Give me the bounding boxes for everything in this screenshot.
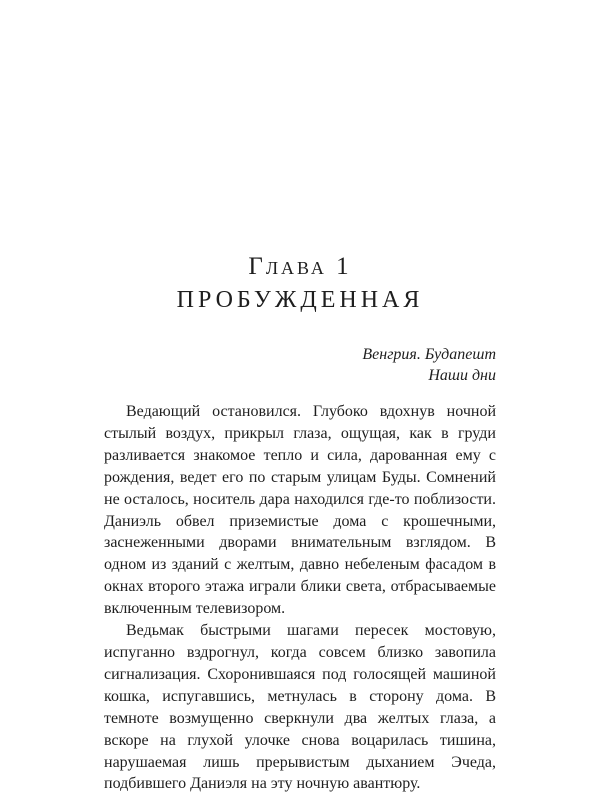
paragraph-1: Ведающий остановился. Глубоко вдохнув ночной стылый воздух, прикрыл глаза, ощущая, как в груди разливается знакомое тепло и сила, дарованная ему с рождения, ведет его по старым улицам Буды. Сомнений не осталось, носитель дара находился где-то поблизости. Даниэль обвел приземистые дома с крошечными, заснеженными дворами внимательным взглядом. В одном из зданий с желтым, давно небеленым фасадом в окнах второго этажа играли блики света, отбрасываемые включенным телевизором. [104,403,496,618]
paragraph-2: Ведьмак быстрыми шагами пересек мостовую, испуганно вздрогнул, когда совсем близко завопила сигнализация. Схоронившаяся под голосящей машиной кошка, испугавшись, метнулась в сторону дома. В темноте возмущенно сверкнули два желтых глаза, а вскоре на глухой улочке снова воцарилась тишина, нарушаемая лишь прерывистым дыханием Эчеда, подбившего Даниэля на эту ночную авантюру. [104,622,496,793]
chapter-title: ПРОБУЖДЕННАЯ [176,287,424,313]
place-time-epigraph [362,344,496,386]
epigraph-time: Наши дни [428,367,496,384]
epigraph-place: Венгрия. Будапешт [362,346,496,363]
chapter-number: Глава 1 [248,253,352,280]
chapter-body [104,401,496,795]
